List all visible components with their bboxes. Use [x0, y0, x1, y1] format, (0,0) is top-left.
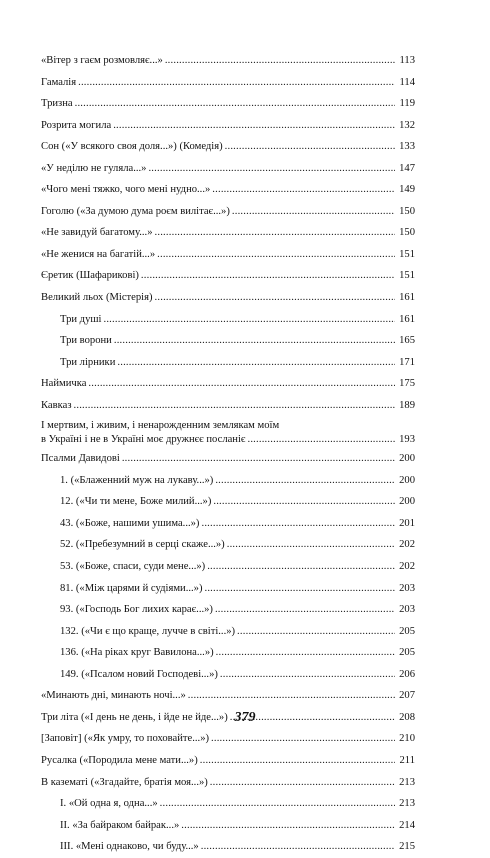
toc-entry-page: 210 [399, 733, 415, 745]
toc-entry-title: Сон («У всякого своя доля...») (Комедія) [41, 141, 223, 153]
toc-entry-page: 207 [399, 690, 415, 702]
toc-entry [41, 222, 415, 244]
dot-leader [213, 491, 395, 513]
toc-entry-page: 150 [399, 205, 415, 217]
toc-entry [41, 309, 415, 331]
dot-leader [211, 728, 395, 750]
toc-entry-page: 201 [399, 517, 415, 529]
toc-entry-title: ІІ. «За байраком байрак...» [60, 819, 180, 831]
dot-leader [88, 373, 395, 395]
toc-entry-title: Русалка («Породила мене мати...») [41, 754, 198, 766]
toc-entry-title: 132. («Чи є що краще, лучче в світі...») [60, 625, 236, 637]
toc-entry-page: 200 [399, 474, 415, 486]
toc-entry-page: 193 [399, 433, 415, 445]
toc-entry-title: 52. («Пребезумний в серці скаже...») [60, 539, 225, 551]
toc-entry [41, 815, 415, 837]
dot-leader [141, 265, 395, 287]
toc-entry-page: 205 [399, 625, 415, 637]
toc-entry-title: 81. («Між царями й судіями...») [60, 582, 203, 594]
toc-entry [41, 599, 415, 621]
toc-entry [41, 534, 415, 556]
toc-entry-page: 132 [399, 119, 415, 131]
toc-entry [41, 448, 415, 470]
toc-entry-page: 202 [399, 561, 415, 573]
toc-entry [41, 136, 415, 158]
toc-entry-title: В казематі («Згадайте, братія моя...») [41, 776, 208, 788]
toc-entry-title: «У неділю не гуляла...» [41, 162, 147, 174]
toc-entry-title: І мертвим, і живим, і ненарожденним землякам моїм [41, 420, 280, 432]
toc-entry-title: І. «Ой одна я, одна...» [60, 798, 158, 810]
toc-entry [41, 50, 415, 72]
toc-entry-page: 165 [399, 335, 415, 347]
dot-leader [74, 395, 395, 417]
toc-entry [41, 513, 415, 535]
dot-leader [215, 470, 395, 492]
toc-entry-title: 149. («Псалом новий Господеві...») [60, 668, 218, 680]
toc-entry [41, 287, 415, 309]
toc-entry [41, 836, 415, 858]
toc-entry [41, 115, 415, 137]
toc-entry-title: «Минають дні, минають ночі...» [41, 690, 186, 702]
toc-entry-title: ІІІ. «Мені однаково, чи буду...» [60, 841, 199, 853]
toc-entry-page: 203 [399, 582, 415, 594]
dot-leader [237, 621, 395, 643]
dot-leader [155, 287, 395, 309]
dot-leader [117, 352, 395, 374]
toc-entry-title: 12. («Чи ти мене, Боже милий...») [60, 496, 212, 508]
toc-entry-page: 151 [399, 248, 415, 260]
dot-leader [157, 244, 395, 266]
toc-entry-title-continued [41, 433, 415, 447]
dot-leader [114, 330, 395, 352]
toc-entry-page: 211 [399, 754, 415, 766]
toc-entry [41, 772, 415, 794]
toc-entry [41, 158, 415, 180]
toc-entry [41, 265, 415, 287]
toc-entry [41, 373, 415, 395]
dot-leader [247, 433, 395, 447]
toc-entry [41, 93, 415, 115]
toc-entry-page: 149 [399, 184, 415, 196]
dot-leader [103, 309, 395, 331]
toc-entry-title: «Не завидуй багатому...» [41, 227, 153, 239]
toc-entry-page: 200 [399, 496, 415, 508]
toc-entry [41, 728, 415, 750]
dot-leader [122, 448, 395, 470]
toc-entry-page: 114 [399, 76, 415, 88]
toc-entry-page: 147 [399, 162, 415, 174]
toc-entry-page: 203 [399, 604, 415, 616]
dot-leader [181, 815, 395, 837]
toc-entry-title: «Чого мені тяжко, чого мені нудно...» [41, 184, 211, 196]
toc-entry-page: 151 [399, 270, 415, 282]
page-number: 379 [234, 710, 256, 725]
dot-leader [78, 72, 395, 94]
toc-entry-page: 213 [399, 776, 415, 788]
toc-entry [41, 244, 415, 266]
dot-leader [225, 136, 395, 158]
table-of-contents [41, 50, 415, 858]
toc-entry-title: Гоголю («За думою дума роєм вилітає...») [41, 205, 230, 217]
toc-entry-page: 213 [399, 798, 415, 810]
toc-entry [41, 664, 415, 686]
dot-leader [200, 750, 395, 772]
toc-entry-title: Кавказ [41, 399, 72, 411]
toc-entry-page: 133 [399, 141, 415, 153]
toc-entry-title: Три літа («І день не день, і йде не йде...») [41, 711, 228, 723]
toc-entry-page: 113 [399, 55, 415, 66]
toc-entry [41, 685, 415, 707]
toc-entry-title: Псалми Давидові [41, 453, 120, 465]
dot-leader [113, 115, 395, 137]
toc-entry-title: Три душі [60, 313, 102, 325]
toc-entry-title: Три лірники [60, 356, 116, 368]
toc-entry-page: 189 [399, 399, 415, 411]
toc-entry-page: 202 [399, 539, 415, 551]
toc-entry-page: 119 [399, 98, 415, 110]
toc-entry [41, 578, 415, 600]
toc-entry-title: 136. («На ріках круг Вавилона...») [60, 647, 214, 659]
dot-leader [201, 513, 395, 535]
toc-entry [41, 793, 415, 815]
toc-entry-page: 150 [399, 227, 415, 239]
dot-leader [165, 50, 395, 72]
dot-leader [212, 179, 395, 201]
toc-entry-title: Великий льох (Містерія) [41, 292, 153, 304]
toc-entry [41, 179, 415, 201]
toc-entry [41, 556, 415, 578]
dot-leader [210, 772, 395, 794]
toc-entry-title: Гамалія [41, 76, 77, 88]
dot-leader [215, 599, 395, 621]
dot-leader [75, 93, 395, 115]
dot-leader [188, 685, 395, 707]
toc-entry [41, 642, 415, 664]
toc-entry [41, 395, 415, 417]
dot-leader [160, 793, 395, 815]
toc-entry [41, 72, 415, 94]
toc-entry-title: Тризна [41, 98, 73, 110]
dot-leader [207, 556, 395, 578]
toc-entry-page: 206 [399, 668, 415, 680]
dot-leader [216, 642, 395, 664]
toc-entry-page: 171 [399, 356, 415, 368]
toc-entry [41, 201, 415, 223]
toc-entry-title: «Не женися на багатій...» [41, 248, 156, 260]
toc-entry-page: 175 [399, 378, 415, 390]
dot-leader [204, 578, 395, 600]
dot-leader [227, 534, 395, 556]
toc-entry [41, 491, 415, 513]
toc-entry-title: «Вітер з гаєм розмовляє...» [41, 55, 163, 66]
toc-entry [41, 750, 415, 772]
toc-entry-page: 200 [399, 453, 415, 465]
toc-entry-title: [Заповіт] («Як умру, то поховайте...») [41, 733, 210, 745]
toc-entry-title: Розрита могила [41, 119, 112, 131]
toc-entry-page: 208 [399, 711, 415, 723]
toc-entry-title: 1. («Блаженний муж на лукаву...») [60, 474, 214, 486]
toc-entry-title: Єретик (Шафарикові) [41, 270, 139, 282]
toc-entry [41, 416, 415, 448]
dot-leader [220, 664, 395, 686]
toc-entry-page: 161 [399, 313, 415, 325]
toc-entry-title: 93. («Господь Бог лихих карає...») [60, 604, 213, 616]
toc-entry-page: 214 [399, 819, 415, 831]
toc-entry [41, 621, 415, 643]
dot-leader [232, 201, 395, 223]
toc-entry-page: 205 [399, 647, 415, 659]
dot-leader [201, 836, 395, 858]
toc-entry-title-line2: в Україні і не в Україні моє дружнєє посланіє [41, 433, 246, 445]
toc-entry-page: 161 [399, 292, 415, 304]
toc-entry-title: Наймичка [41, 378, 87, 390]
toc-entry-title: 43. («Боже, нашими ушима...») [60, 517, 200, 529]
toc-entry-title: Три ворони [60, 335, 112, 347]
toc-entry-title: 53. («Боже, спаси, суди мене...») [60, 561, 206, 573]
dot-leader [155, 222, 396, 244]
toc-entry [41, 352, 415, 374]
toc-entry-page: 215 [399, 841, 415, 853]
dot-leader [148, 158, 395, 180]
toc-entry [41, 330, 415, 352]
toc-entry [41, 470, 415, 492]
